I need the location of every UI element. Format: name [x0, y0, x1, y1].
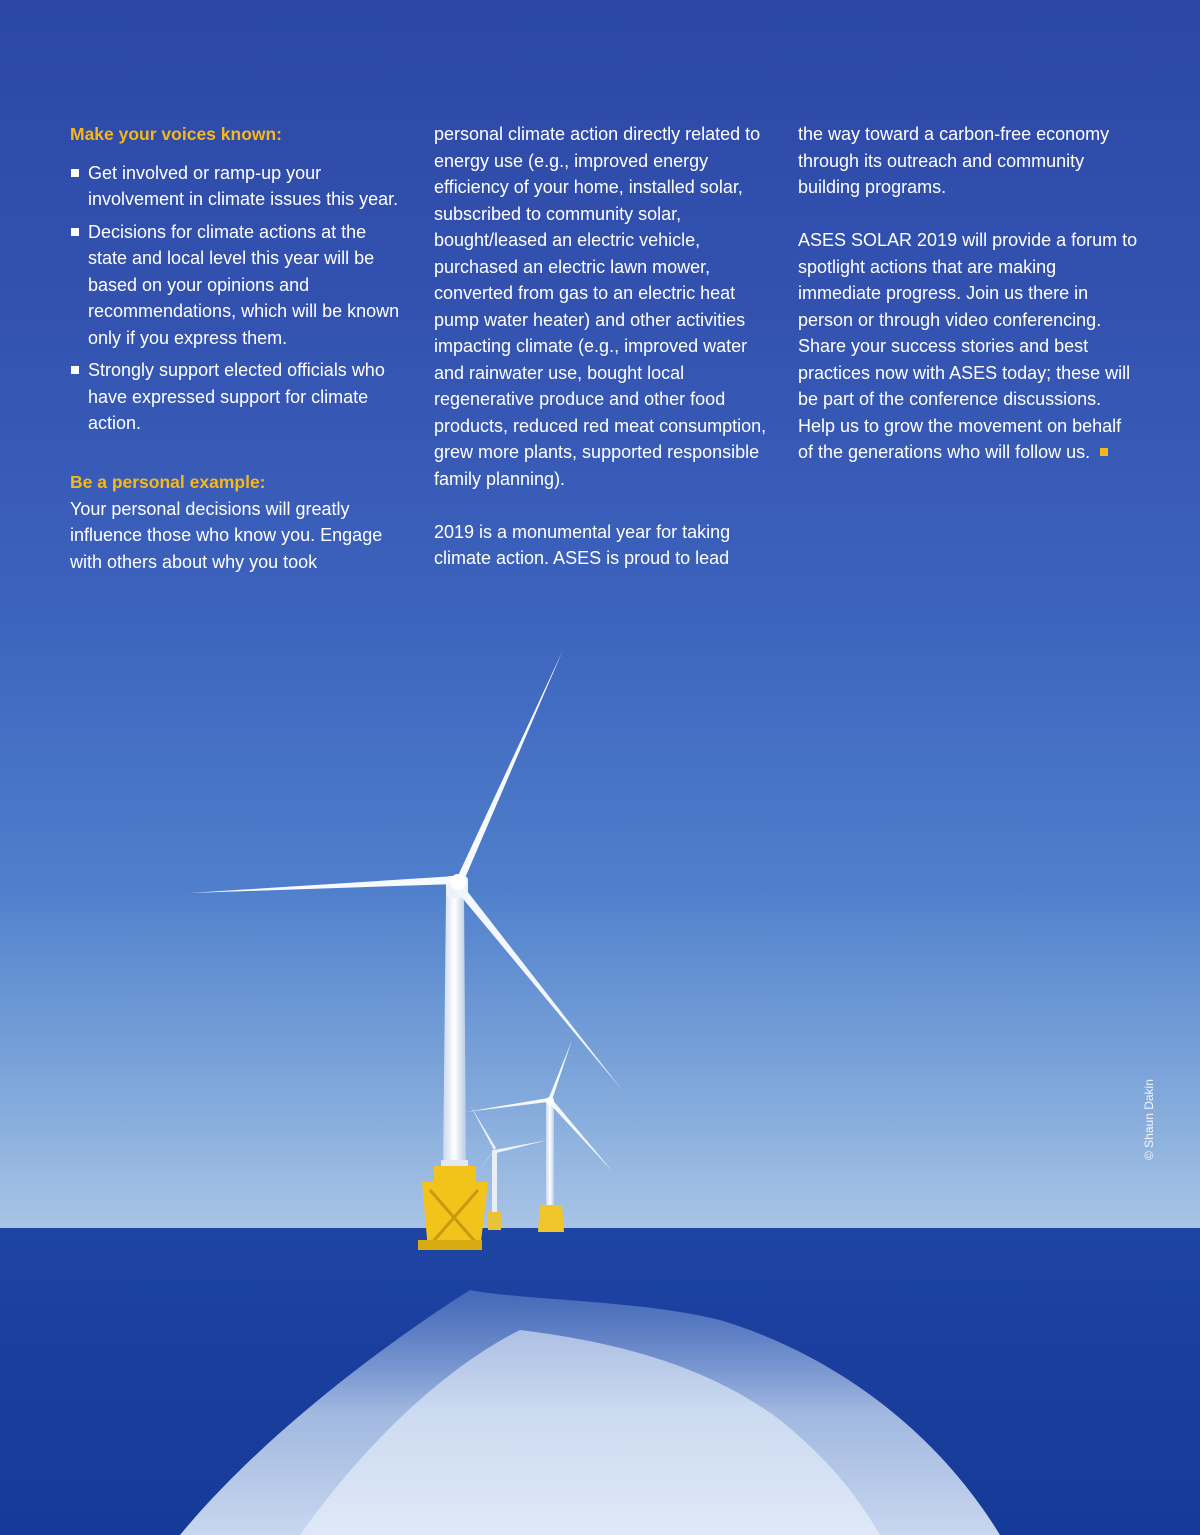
climate-action-paragraph: personal climate action directly related to energy use (e.g., improved energy efficiency of your home, installed solar, subscribed to community solar, bought/leased an electric vehicle, purchased an electric lawn mower, converted from gas to an electric heat pump water heater) and other activities impacting climate (e.g., improved water and rainwater use, bought local regenerative produce and other food products, reduced red meat consumption, grew more plants, supported responsible family planning).: [434, 124, 767, 489]
square-bullet-icon: [71, 169, 79, 177]
heading-voices-known: Make your voices known:: [70, 124, 283, 144]
column-left: [70, 121, 410, 575]
bullet-text: Strongly support elected officials who have expressed support for climate action.: [88, 360, 385, 433]
ases-solar-paragraph: [798, 227, 1138, 466]
heading-personal-example: Be a personal example:: [70, 472, 266, 492]
list-item: [70, 357, 410, 437]
main-turbine: [190, 650, 622, 1250]
photo-credit-text: © Shaun Dakin: [1142, 1079, 1156, 1160]
action-bullet-list: [70, 160, 410, 437]
bullet-text: Decisions for climate actions at the state and local level this year will be based on your opinions and recommendations, which will be known only if you express them.: [88, 221, 400, 348]
bullet-text: Get involved or ramp-up your involvement in climate issues this year.: [88, 162, 399, 209]
monumental-year-paragraph: 2019 is a monumental year for taking climate action. ASES is proud to lead: [434, 521, 731, 568]
square-bullet-icon: [71, 366, 79, 374]
boat-wake: [180, 1290, 1000, 1535]
end-of-article-mark: [1100, 448, 1108, 456]
column-middle: [434, 121, 774, 572]
ases-solar-text: ASES SOLAR 2019 will provide a forum to spotlight actions that are making immediate progress. Join us there in person or through video conferencing. Share your success stories and best practices now with ASES today; these will be part of the conference discussions. Help us to grow the movement on behalf of the generations who will follow us.: [798, 230, 1138, 462]
list-item: [70, 160, 410, 213]
list-item: [70, 219, 410, 352]
square-bullet-icon: [71, 228, 79, 236]
column-right: [798, 121, 1138, 466]
personal-example-paragraph: Your personal decisions will greatly influence those who know you. Engage with others about why you took: [70, 498, 383, 572]
carbon-free-paragraph: the way toward a carbon-free economy through its outreach and community building programs.: [798, 124, 1110, 197]
yellow-foundation: [418, 1166, 488, 1250]
